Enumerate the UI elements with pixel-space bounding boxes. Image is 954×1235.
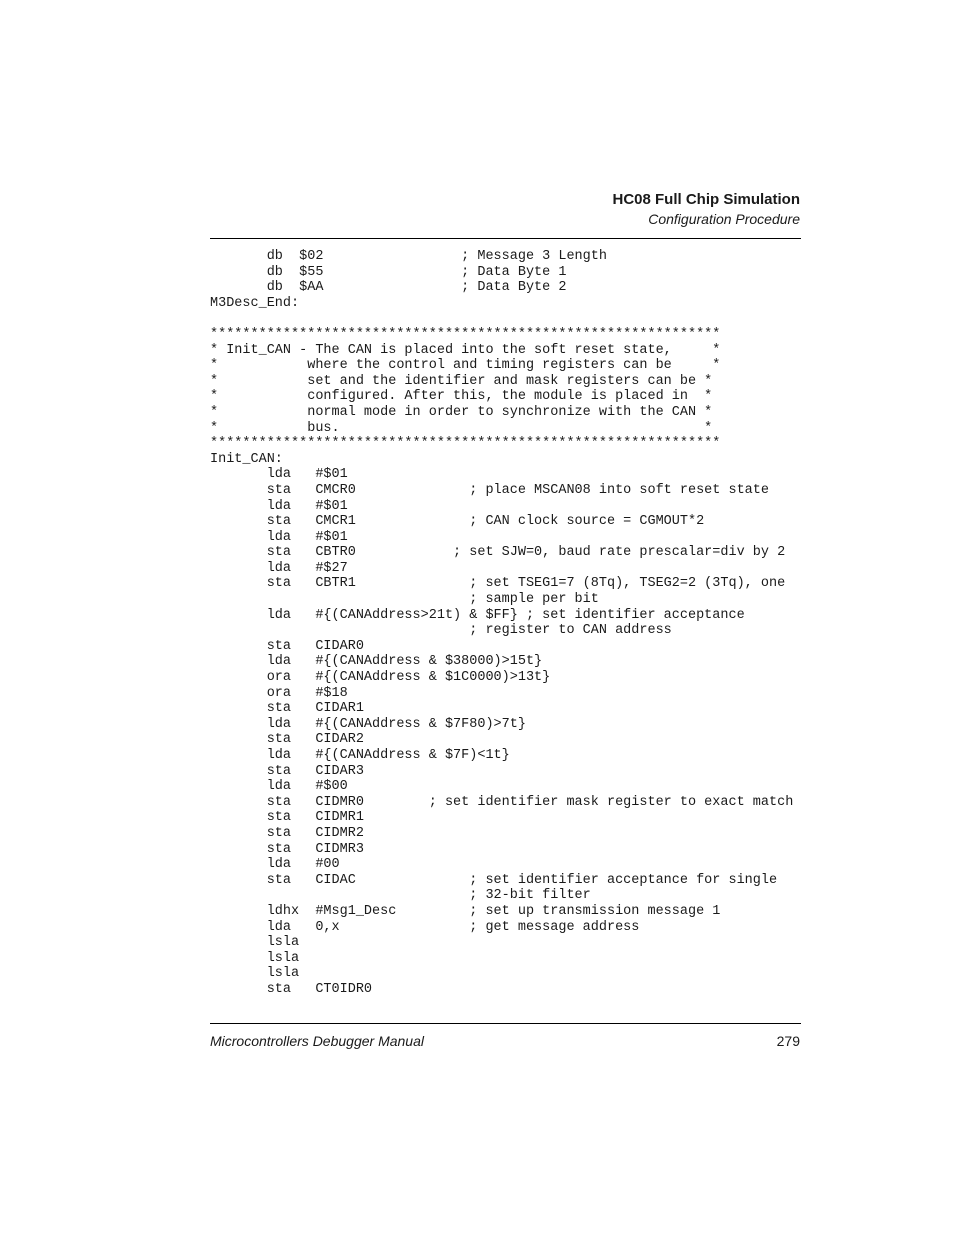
code-line: lda #$01 (210, 529, 348, 545)
code-line: lda #{(CANAddress & $7F80)>7t} (210, 716, 526, 732)
code-line: sta CIDAC ; set identifier acceptance for single (210, 872, 778, 888)
code-line: ; register to CAN address (210, 623, 672, 639)
code-line: ; sample per bit (210, 592, 599, 608)
code-line: lda #$01 (210, 467, 348, 483)
code-line: Init_CAN: (210, 451, 283, 467)
code-line: db $02 ; Message 3 Length (210, 249, 607, 264)
code-line: lda #$27 (210, 560, 348, 576)
code-line: lsla (210, 950, 300, 966)
code-line: lsla (210, 966, 300, 982)
code-line: lda #$01 (210, 498, 348, 514)
code-listing (210, 249, 793, 998)
code-line: lda #$00 (210, 779, 348, 795)
code-line: lda #00 (210, 857, 340, 873)
code-line: * bus. * (210, 420, 713, 436)
code-line: sta CBTR1 ; set TSEG1=7 (8Tq), TSEG2=2 (3Tq), one (210, 576, 786, 592)
code-line: sta CBTR0 ; set SJW=0, baud rate prescalar=div by 2 (210, 545, 786, 561)
code-line: *************************************************************** (210, 436, 721, 452)
code-line: lda #{(CANAddress>21t) & $FF} ; set identifier acceptance (210, 607, 745, 623)
section-subtitle: Configuration Procedure (648, 211, 800, 227)
code-line: sta CIDMR1 (210, 810, 364, 826)
code-line: lda #{(CANAddress & $38000)>15t} (210, 654, 543, 670)
code-line: lsla (210, 935, 300, 951)
code-line: sta CIDMR3 (210, 841, 364, 857)
code-line: sta CIDAR2 (210, 732, 364, 748)
code-line: sta CIDAR0 (210, 638, 364, 654)
code-line: sta CMCR0 ; place MSCAN08 into soft reset state (210, 482, 769, 498)
code-line: sta CT0IDR0 (210, 981, 373, 997)
footer-rule (210, 1023, 801, 1024)
code-line: db $AA ; Data Byte 2 (210, 280, 567, 296)
code-line: * configured. After this, the module is placed in * (210, 389, 713, 405)
page-number: 279 (776, 1033, 800, 1049)
code-line: * Init_CAN - The CAN is placed into the soft reset state, * (210, 342, 721, 358)
code-line: * normal mode in order to synchronize with the CAN * (210, 404, 713, 420)
code-line: *************************************************************** (210, 326, 721, 342)
chapter-title: HC08 Full Chip Simulation (612, 191, 800, 208)
code-line: ora #{(CANAddress & $1C0000)>13t} (210, 670, 551, 686)
code-line: * set and the identifier and mask registers can be * (210, 373, 713, 389)
code-line: lda 0,x ; get message address (210, 919, 640, 935)
code-line: sta CIDMR0 ; set identifier mask register to exact match (210, 794, 794, 810)
code-line: sta CIDMR2 (210, 825, 364, 841)
code-line: * where the control and timing registers can be * (210, 358, 721, 374)
code-line: sta CIDAR1 (210, 701, 364, 717)
code-line: ; 32-bit filter (210, 888, 591, 904)
code-line (210, 311, 793, 327)
code-line: ora #$18 (210, 685, 348, 701)
code-line: M3Desc_End: (210, 295, 300, 311)
header-rule (210, 238, 801, 239)
running-header (612, 190, 800, 229)
code-line: sta CMCR1 ; CAN clock source = CGMOUT*2 (210, 514, 705, 530)
code-line: lda #{(CANAddress & $7F)<1t} (210, 748, 510, 763)
code-line: sta CIDAR3 (210, 763, 364, 779)
manual-title: Microcontrollers Debugger Manual (210, 1033, 424, 1049)
code-line: db $55 ; Data Byte 1 (210, 264, 567, 280)
code-line: ldhx #Msg1_Desc ; set up transmission message 1 (210, 903, 721, 919)
